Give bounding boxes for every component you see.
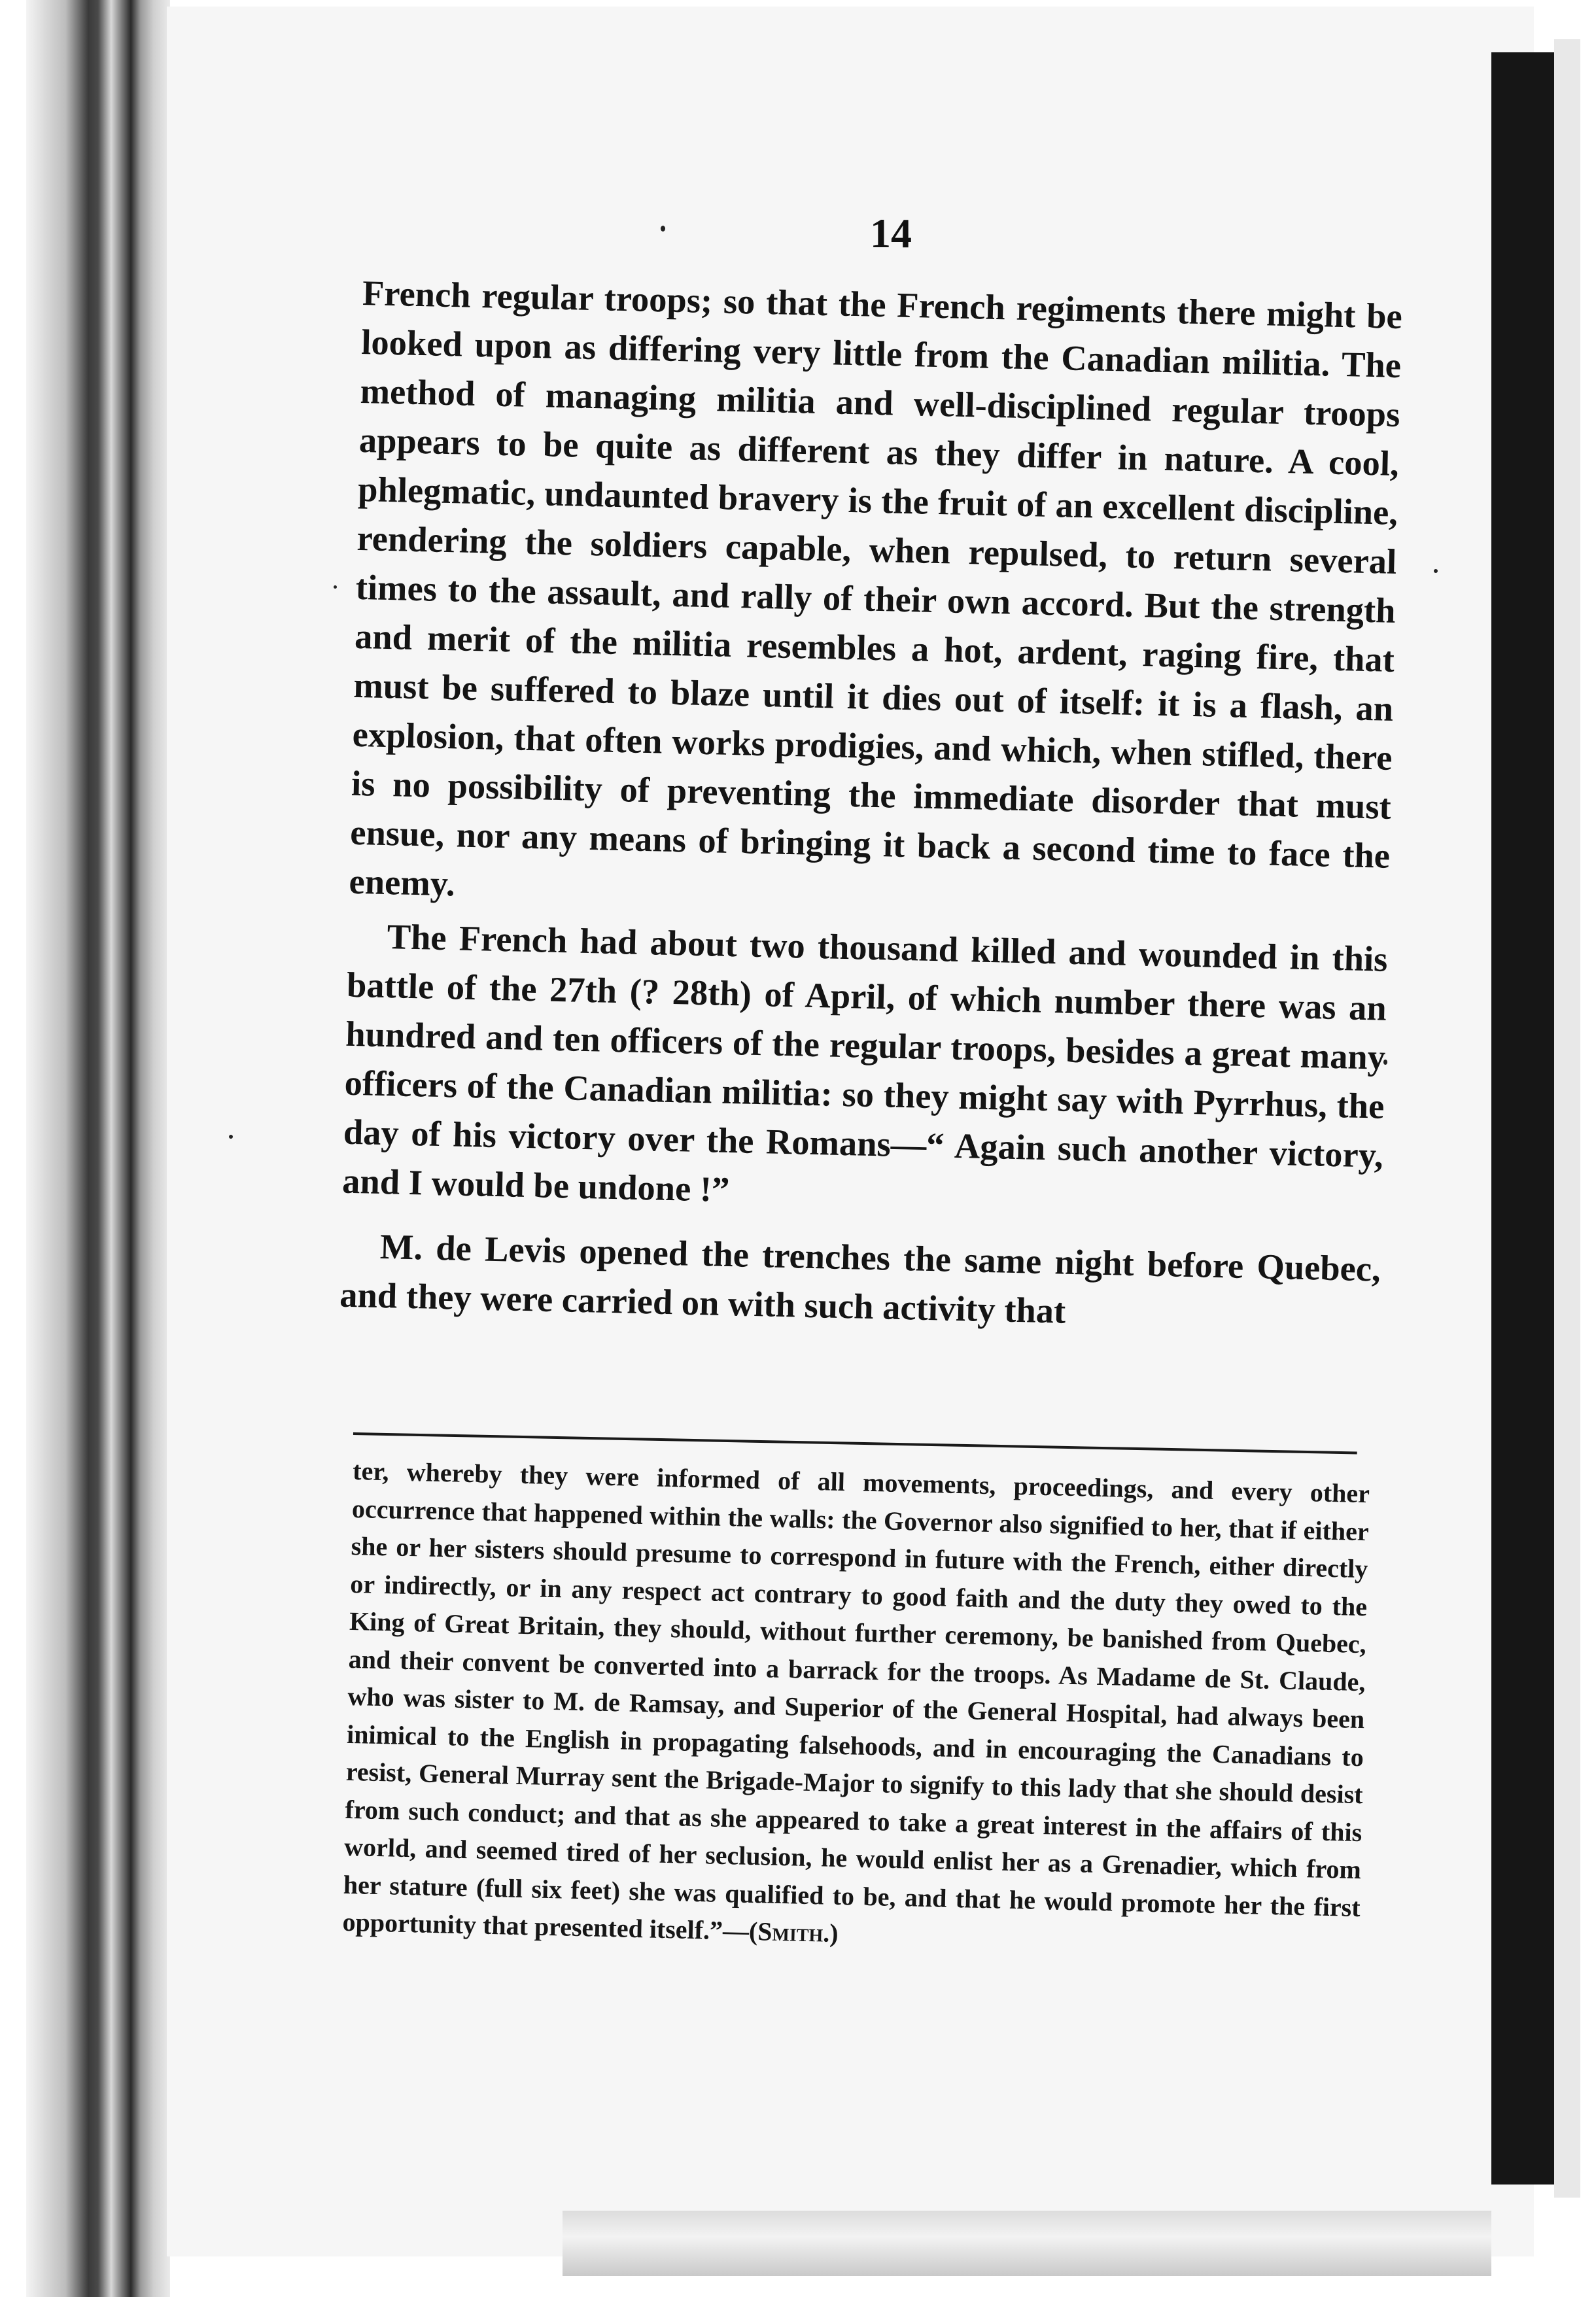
right-margin — [1554, 39, 1580, 2198]
dust-speck — [661, 226, 665, 232]
book-binding-edge — [26, 0, 170, 2297]
dust-speck — [1434, 569, 1438, 573]
dust-speck — [334, 585, 337, 589]
dust-speck — [229, 1135, 233, 1139]
bottom-page-edge — [563, 2211, 1491, 2276]
footnote-citation: (Smith.) — [748, 1916, 839, 1948]
body-text — [339, 268, 1403, 1343]
footnote-text: ter, whereby they were informed of all movements, proceedings, and every other occurrence that happened within the walls: the Governor also signified to her, that if either she or her sisters should presume to correspond in future with the French, either directly or indirectly, or in any respect act contrary to good faith and the duty they owed to the King of Great Britain, they should, without further ceremony, be banished from Quebec, and their convent be converted into a barrack for the troops. As Madame de St. Claude, who was sister to M. de Ramsay, and Superior of the General Hospital, had always been inimical to the English in propagating falsehoods, and in encouraging the Canadians to resist, General Murray sent the Brigade-Major to signify to this lady that she should desist from such conduct; and that as she appeared to take a great interest in the affairs of this world, and seemed tired of her seclusion, he would enlist her as a Grenadier, which from her stature (full six feet) she was qualified to be, and that he would promote her the first opportunity that presented itself.”— — [342, 1455, 1370, 1946]
paragraph-trenches: M. de Levis opened the trenches the same night before Quebec, and they were carried on with such activity that — [339, 1226, 1381, 1331]
right-page-edge — [1491, 52, 1554, 2185]
footnote — [342, 1452, 1370, 1964]
paragraph-continued: French regular troops; so that the French regiments there might be looked upon as differing very little from the Canadian militia. The method of managing militia and well-disciplined regular troops appears to be quite as different as they differ in nature. A cool, phlegmatic, undaunted bravery is the fruit of an excellent discipline, rendering the soldiers capable, when repulsed, to return several times to the assault, and rally of their own accord. But the strength and merit of the militia resembles a hot, ardent, raging fire, that must be suffered to blaze until it dies out of itself: it is a flash, an explosion, that often works prodigies, and which, when stifled, there is no possibility of preventing the immediate disorder that must ensue, nor any means of bringing it back a second time to face the enemy. — [349, 272, 1403, 904]
paragraph-battle-losses: The French had about two thousand killed and wounded in this battle of the 27th (? 28th) of April, of which number there was an hundred and ten officers of the regular troops, besides a great many officers of the Canadian militia: so they might say with Pyrrhus, the day of his victory over the Romans—“ Again such another victory, and I would be undone !” — [341, 916, 1389, 1210]
footnote-paragraph — [342, 1452, 1370, 1964]
page-number: 14 — [870, 210, 912, 256]
